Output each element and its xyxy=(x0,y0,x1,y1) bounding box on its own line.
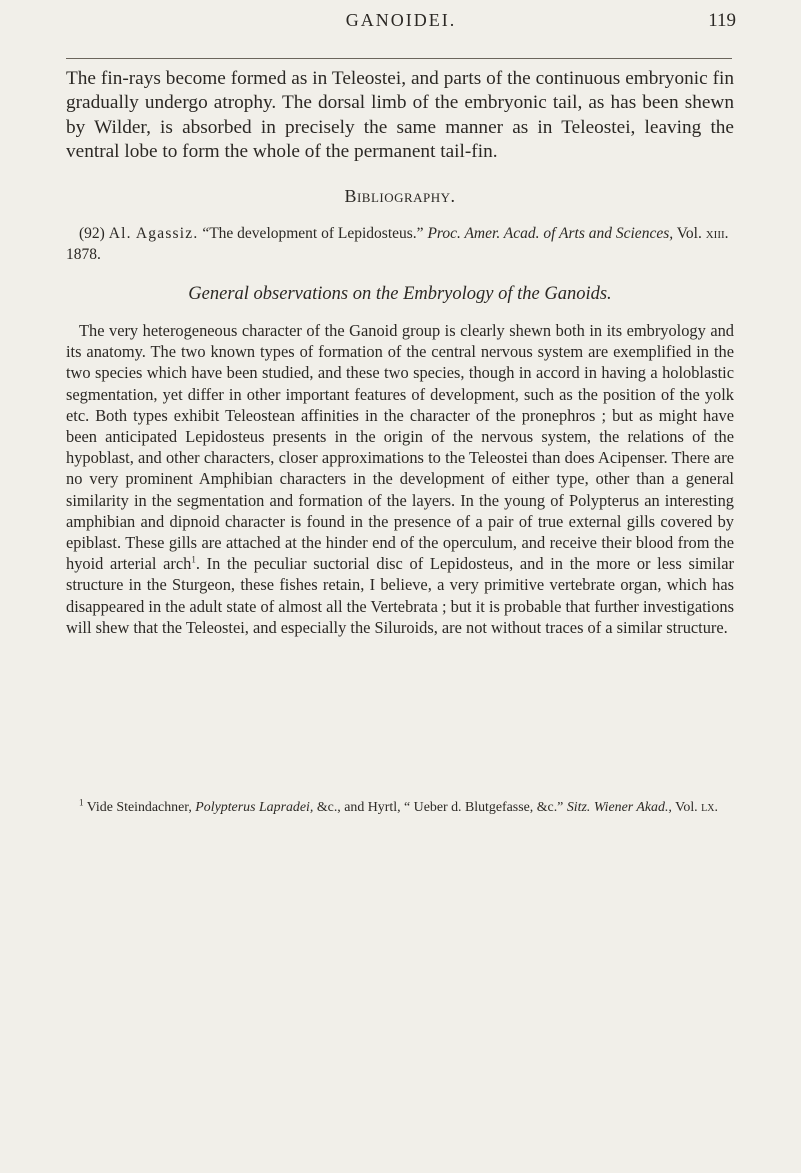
section-heading: General observations on the Embryology of the Ganoids. xyxy=(188,284,612,304)
header-rule xyxy=(66,58,732,59)
paragraph-part-1: The very heterogeneous character of the Ganoid group is clearly shewn both in its embryology and its anatomy. The two known types of formation of the central nervous system are exemplified in the two species which have been studied, and these two species, though in accord in having a holoblastic segmentation, yet differ in other important features of development, such as the position of the yolk etc. Both types exhibit Teleostean affinities in the character of the pronephros ; but as might have been anticipated Lepidosteus presents in the origin of the nervous system, the relations of the hypoblast, and other characters, closer approximations to the Teleostei than does Acipenser. There are no very prominent Amphibian characters in the development of either type, other than a general similarity in the segmentation and formation of the layers. In the young of Polypterus an interesting amphibian and dipnoid character is found in the presence of a pair of true external gills covered by epiblast. These gills are attached at the hinder end of the operculum, and receive their blood from the hyoid arterial arch xyxy=(66,321,734,574)
footnote-reference[interactable]: 1 xyxy=(191,554,196,565)
entry-author: Al. Agassiz. xyxy=(108,225,199,242)
footnote-italic-a: Polypterus Lapradei, xyxy=(195,800,314,815)
footnote-text-c: Vol. xyxy=(675,800,698,815)
footnote-italic-b: Sitz. Wiener Akad., xyxy=(566,800,672,815)
footnote-volume-number: lx. xyxy=(701,800,718,815)
footnote-marker: 1 xyxy=(79,797,84,808)
bibliography-heading: Bibliography. xyxy=(344,186,456,206)
footnote-text-a: Vide Steindachner, xyxy=(86,800,192,815)
entry-journal: Proc. Amer. Acad. of Arts and Sciences, xyxy=(427,225,674,242)
entry-volume-label: Vol. xyxy=(676,225,702,242)
entry-number: (92) xyxy=(79,225,105,242)
running-head xyxy=(66,10,736,40)
footnote xyxy=(66,798,734,817)
page-number: 119 xyxy=(708,10,736,31)
running-title: GANOIDEI. xyxy=(345,10,457,30)
entry-title: “The development of Lepidosteus.” xyxy=(202,225,424,242)
footnote-text-b: &c., and Hyrtl, “ Ueber d. Blutgefasse, &c.” xyxy=(316,800,564,815)
paragraph-part-2: . In the peculiar suctorial disc of Lepidosteus, and in the more or less similar structure in the Sturgeon, these fishes retain, I believe, a very primitive vertebrate organ, which has disappeared in the adult state of almost all the Vertebrata ; but it is probable that further investigations will shew that the Teleostei, and especially the Siluroids, are not without traces of a similar structure. xyxy=(66,554,734,637)
intro-paragraph: The fin-rays become formed as in Teleostei, and parts of the continuous embryonic fin gradually undergo atrophy. The dorsal limb of the embryonic tail, as has been shewn by Wilder, is absorbed in precisely the same manner as in Teleostei, leaving the ventral lobe to form the whole of the permanent tail-fin. xyxy=(66,68,734,163)
section-paragraph xyxy=(66,320,734,638)
entry-volume-number: xiii. xyxy=(705,225,729,242)
entry-year: 1878. xyxy=(66,245,101,263)
bibliography-entry xyxy=(66,224,734,266)
